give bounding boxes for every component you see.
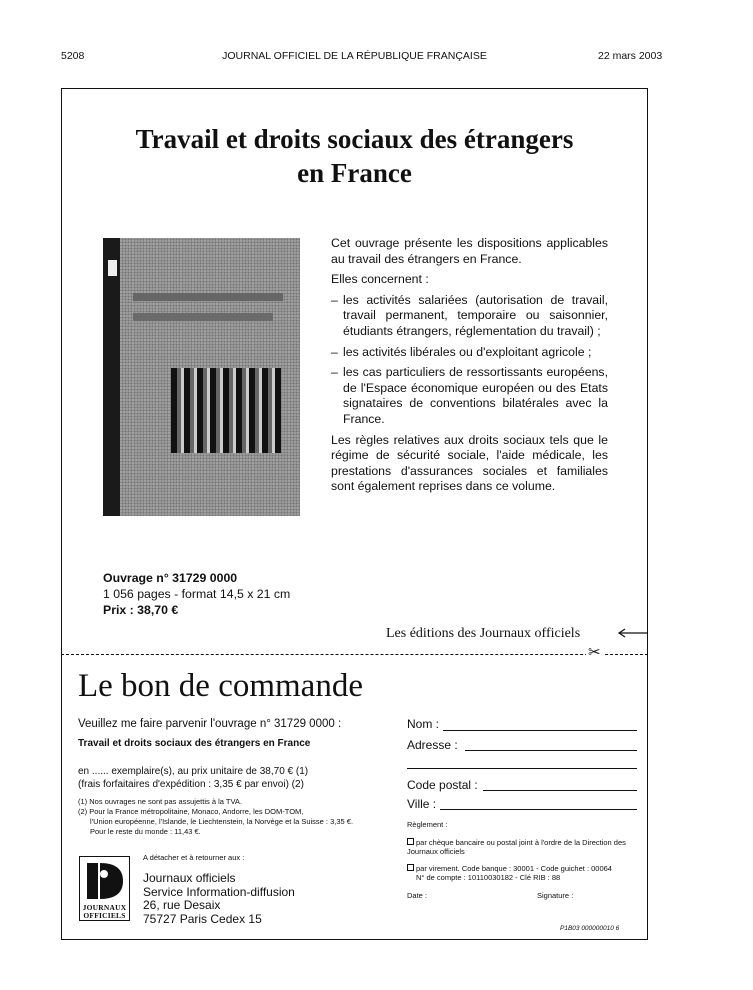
book-title-line1: Travail et droits sociaux des étrangers (135, 124, 574, 154)
arrow-left-icon (616, 627, 648, 639)
code-postal-field[interactable] (483, 790, 637, 791)
cheque-checkbox[interactable] (407, 838, 414, 845)
concern-text: Elles concernent : (331, 272, 429, 287)
list-item: – les activités libérales ou d'exploitant agricole ; (331, 344, 592, 359)
cover-text-band (133, 293, 283, 301)
book-cover-image (103, 238, 300, 516)
price: Prix : 38,70 € (103, 603, 179, 617)
order-request: Veuillez me faire parvenir l'ouvrage n° 31729 0000 : (78, 718, 342, 730)
footnote-1: (1) Nos ouvrages ne sont pas assujettis à la TVA. (78, 797, 242, 806)
intro-text: Cet ouvrage présente les dispositions applicables au travail des étrangers en France. (331, 236, 608, 266)
shipping-line: (frais forfaitaires d'expédition : 3,35 € par envoi) (2) (78, 779, 304, 790)
cut-line (61, 654, 648, 655)
cheque-option[interactable]: par chèque bancaire ou postal joint à l'ordre de la Direction des Journaux officiels (407, 838, 626, 856)
detach-note: A détacher et à retourner aux : (143, 853, 245, 862)
rules-text: Les règles relatives aux droits sociaux tels que le régime de sécurité sociale, l'aide médicale, les prestations d'assurances sociales et familiales sont également reprises dans ce volume. (331, 432, 608, 494)
virement-checkbox[interactable] (407, 864, 414, 871)
order-form-heading: Le bon de commande (78, 668, 363, 704)
footnote-2-countries: l'Union européenne, l'Islande, le Liechtenstein, la Norvège et la Suisse : 3,35 €. (90, 817, 354, 826)
code-postal-label: Code postal : (407, 778, 478, 792)
book-description (331, 236, 608, 500)
journaux-officiels-logo: JOURNAUX OFFICIELS (79, 856, 130, 921)
order-book-title: Travail et droits sociaux des étrangers en France (78, 738, 311, 749)
signature-label: Signature : (537, 891, 574, 900)
list-item: – les activités salariées (autorisation de travail, travail permanent, temporaire ou saisonnier, étudiants étrangers, réglementation du travail) ; (331, 292, 608, 338)
concern-list (331, 293, 608, 428)
page-number: 5208 (61, 50, 85, 62)
page-format: 1 056 pages - format 14,5 x 21 cm (103, 587, 291, 601)
footnote-2: (2) Pour la France métropolitaine, Monaco, Andorre, les DOM-TOM, (78, 807, 304, 816)
adresse-label: Adresse : (407, 738, 458, 752)
ouvrage-number: Ouvrage n° 31729 0000 (103, 571, 238, 585)
reglement-label: Règlement : (407, 820, 448, 829)
dash-marker: – (331, 292, 338, 307)
book-reference (103, 570, 290, 618)
cover-photo (171, 368, 281, 453)
adresse-field-line2[interactable] (407, 768, 637, 769)
quantity-line: en ...... exemplaire(s), au prix unitaire de 38,70 € (1) (78, 766, 309, 777)
ville-label: Ville : (407, 797, 437, 811)
nom-label: Nom : (407, 717, 440, 731)
ville-field[interactable] (440, 809, 637, 810)
reference-code: P1B03 000000010 6 (560, 925, 620, 932)
dash-marker: – (331, 365, 338, 380)
dash-marker: – (331, 344, 338, 359)
cover-text-band (133, 313, 273, 321)
list-item: – les cas particuliers de ressortissants européens, de l'Espace économique européen ou des Etats signataires de conventions bilatérales avec la France. (331, 365, 608, 426)
nom-field[interactable] (443, 730, 637, 731)
issue-date: 22 mars 2003 (598, 50, 663, 62)
date-label: Date : (407, 891, 428, 900)
scissors-icon: ✂ (588, 644, 601, 661)
footnote-2-world: Pour le reste du monde : 11,43 €. (90, 827, 201, 836)
adresse-field[interactable] (465, 750, 637, 751)
book-title-line2: en France (297, 158, 412, 188)
publisher-line: Les éditions des Journaux officiels (386, 626, 581, 641)
logo-mark-icon (83, 860, 125, 902)
mailing-address: Journaux officiels Service Information-diffusion 26, rue Desaix 75727 Paris Cedex 15 (143, 871, 295, 926)
cover-logo-mark (108, 260, 117, 276)
virement-option[interactable]: par virement. Code banque : 30001 - Code guichet : 00064 N° de compte : 10110030182 - Clé RIB : 88 (407, 864, 647, 882)
cover-spine (103, 238, 120, 516)
journal-title: JOURNAL OFFICIEL DE LA RÉPUBLIQUE FRANÇAISE (222, 50, 487, 62)
